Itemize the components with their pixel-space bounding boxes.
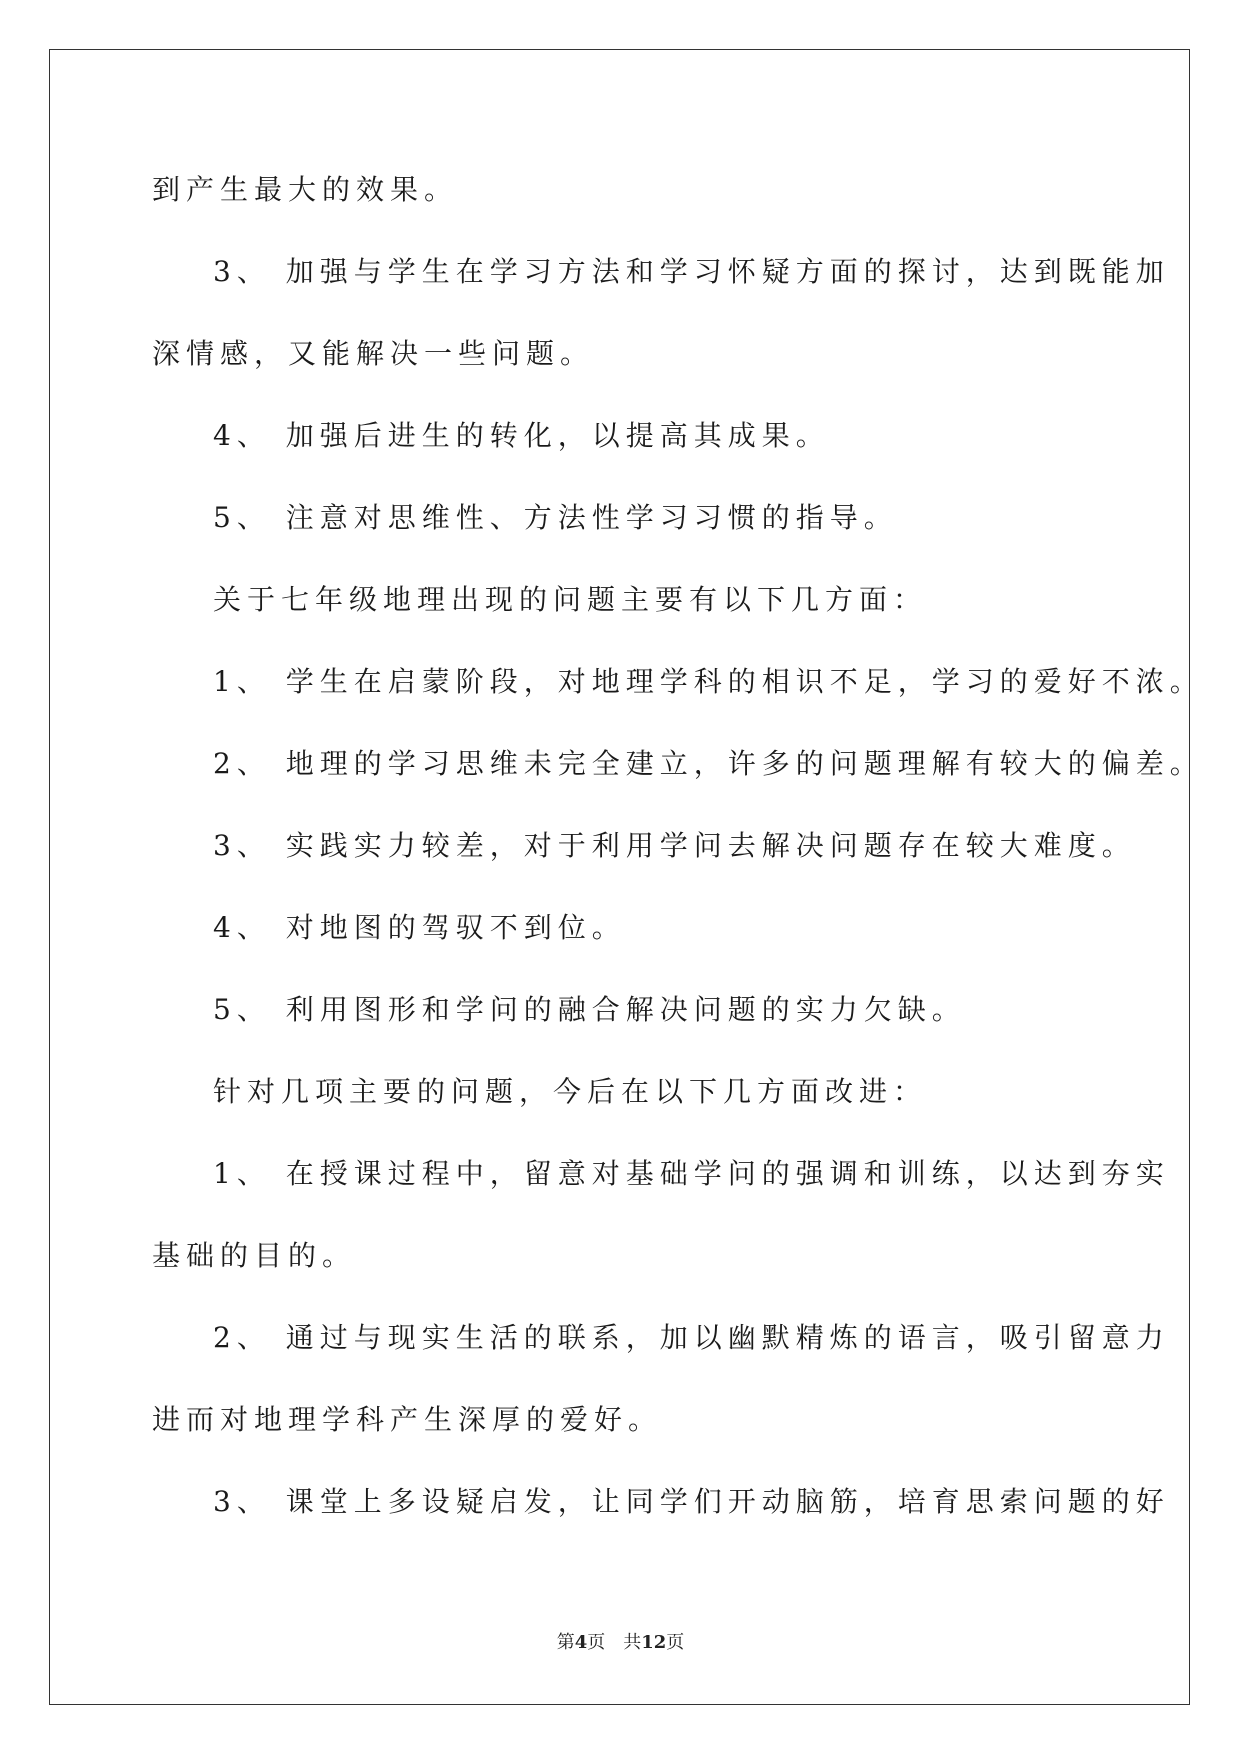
page-prefix: 第 bbox=[556, 1632, 575, 1653]
page-suffix: 页 bbox=[587, 1632, 606, 1653]
total-prefix: 共 bbox=[623, 1632, 642, 1653]
text-line: 4、 对地图的驾驭不到位。 bbox=[213, 911, 626, 944]
text-line: 2、 通过与现实生活的联系，加以幽默精炼的语言，吸引留意力 bbox=[213, 1321, 1170, 1354]
text-line: 基础的目的。 bbox=[152, 1239, 357, 1272]
total-suffix: 页 bbox=[666, 1632, 685, 1653]
text-line: 5、 注意对思维性、方法性学习习惯的指导。 bbox=[213, 501, 898, 534]
text-line: 到产生最大的效果。 bbox=[152, 173, 459, 206]
total-pages: 12 bbox=[641, 1632, 667, 1653]
text-line: 2、 地理的学习思维未完全建立，许多的问题理解有较大的偏差。 bbox=[213, 747, 1204, 780]
text-line: 3、 课堂上多设疑启发，让同学们开动脑筋，培育思索问题的好 bbox=[213, 1485, 1170, 1518]
text-line: 1、 学生在启蒙阶段，对地理学科的相识不足，学习的爱好不浓。 bbox=[213, 665, 1204, 698]
text-line: 1、 在授课过程中，留意对基础学问的强调和训练，以达到夯实 bbox=[213, 1157, 1170, 1190]
text-line: 4、 加强后进生的转化，以提高其成果。 bbox=[213, 419, 830, 452]
text-line: 5、 利用图形和学问的融合解决问题的实力欠缺。 bbox=[213, 993, 966, 1026]
page-number: 4 bbox=[574, 1632, 588, 1653]
text-line: 3、 加强与学生在学习方法和学习怀疑方面的探讨，达到既能加 bbox=[213, 255, 1170, 288]
text-line: 关于七年级地理出现的问题主要有以下几方面： bbox=[213, 583, 928, 616]
text-line: 针对几项主要的问题，今后在以下几方面改进： bbox=[213, 1075, 928, 1108]
page-footer bbox=[0, 1628, 1241, 1654]
text-line: 3、 实践实力较差，对于利用学问去解决问题存在较大难度。 bbox=[213, 829, 1136, 862]
text-line: 深情感，又能解决一些问题。 bbox=[152, 337, 595, 370]
text-line: 进而对地理学科产生深厚的爱好。 bbox=[152, 1403, 663, 1436]
page-frame bbox=[49, 49, 1190, 1705]
